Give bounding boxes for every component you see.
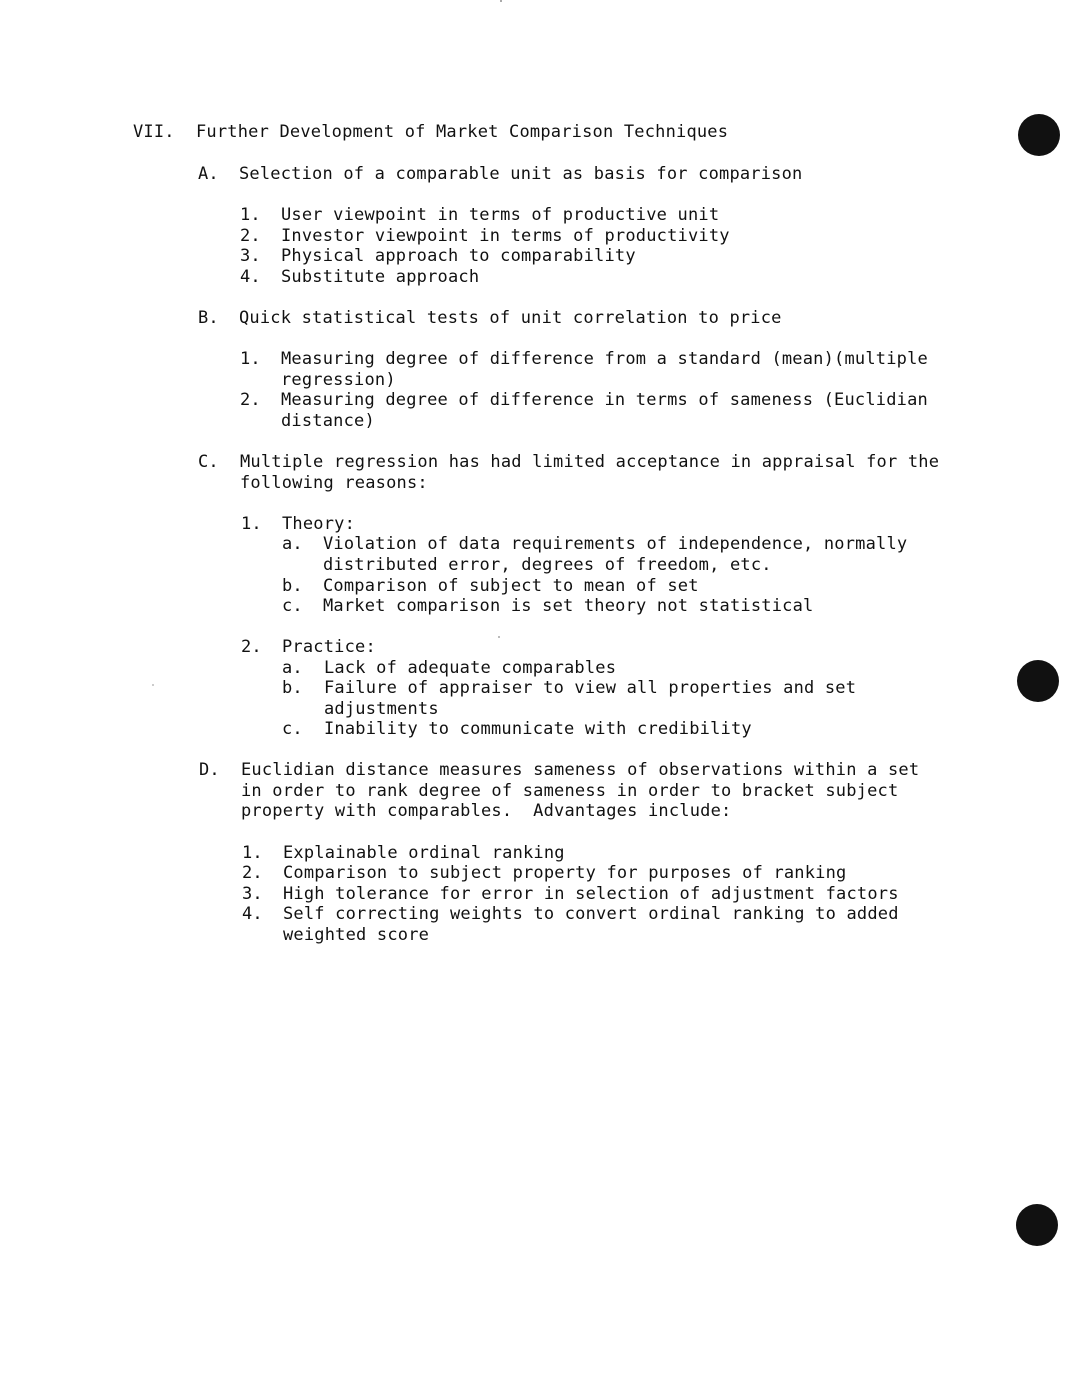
scan-speck [500,0,502,2]
subitem-text: Violation of data requirements of independence, normally [323,534,908,554]
subitem-text: Lack of adequate comparables [324,658,617,678]
subitem-letter: c. [282,596,303,616]
subitem-letter: b. [282,576,303,596]
subitem-text: distributed error, degrees of freedom, etc. [323,555,772,575]
section-title: Further Development of Market Comparison Techniques [196,122,729,142]
item-text: Practice: [282,637,376,657]
item-number: 1. [240,349,261,369]
subitem-letter: b. [282,678,303,698]
scan-speck [498,636,500,638]
part-letter: D. [199,760,220,780]
part-heading: in order to rank degree of sameness in order to bracket subject [241,781,899,801]
part-heading: Multiple regression has had limited acceptance in appraisal for the [240,452,940,472]
item-number: 1. [242,843,263,863]
item-text: User viewpoint in terms of productive unit [281,205,720,225]
item-number: 2. [240,226,261,246]
item-text: Comparison to subject property for purposes of ranking [283,863,847,883]
part-heading: Euclidian distance measures sameness of observations within a set [241,760,920,780]
part-letter: A. [198,164,219,184]
punch-hole-top [1018,114,1060,156]
subitem-letter: c. [282,719,303,739]
part-letter: C. [198,452,219,472]
punch-hole-bottom [1016,1204,1058,1246]
item-text: Measuring degree of difference from a standard (mean)(multiple [281,349,928,369]
item-number: 2. [242,863,263,883]
item-text: Substitute approach [281,267,480,287]
subitem-letter: a. [282,534,303,554]
part-heading: Selection of a comparable unit as basis for comparison [239,164,803,184]
item-number: 2. [241,637,262,657]
punch-hole-middle [1017,660,1059,702]
part-heading: Quick statistical tests of unit correlation to price [239,308,782,328]
subitem-text: Inability to communicate with credibility [324,719,752,739]
item-text: regression) [281,370,396,390]
item-text: High tolerance for error in selection of adjustment factors [283,884,899,904]
subitem-text: Failure of appraiser to view all properties and set [324,678,857,698]
section-numeral: VII. [133,122,175,142]
item-text: distance) [281,411,375,431]
item-number: 4. [240,267,261,287]
item-text: Measuring degree of difference in terms of sameness (Euclidian [281,390,928,410]
item-number: 2. [240,390,261,410]
item-text: Self correcting weights to convert ordinal ranking to added [283,904,899,924]
item-number: 1. [241,514,262,534]
item-number: 4. [242,904,263,924]
subitem-text: Market comparison is set theory not statistical [323,596,814,616]
part-letter: B. [198,308,219,328]
item-number: 3. [240,246,261,266]
item-text: Theory: [282,514,356,534]
subitem-text: Comparison of subject to mean of set [323,576,699,596]
item-text: Physical approach to comparability [281,246,636,266]
item-number: 1. [240,205,261,225]
part-heading: property with comparables. Advantages include: [241,801,732,821]
item-text: Investor viewpoint in terms of productivity [281,226,730,246]
item-number: 3. [242,884,263,904]
subitem-text: adjustments [324,699,439,719]
item-text: Explainable ordinal ranking [283,843,565,863]
part-heading: following reasons: [240,473,428,493]
subitem-letter: a. [282,658,303,678]
item-text: weighted score [283,925,430,945]
scan-speck [152,684,154,686]
